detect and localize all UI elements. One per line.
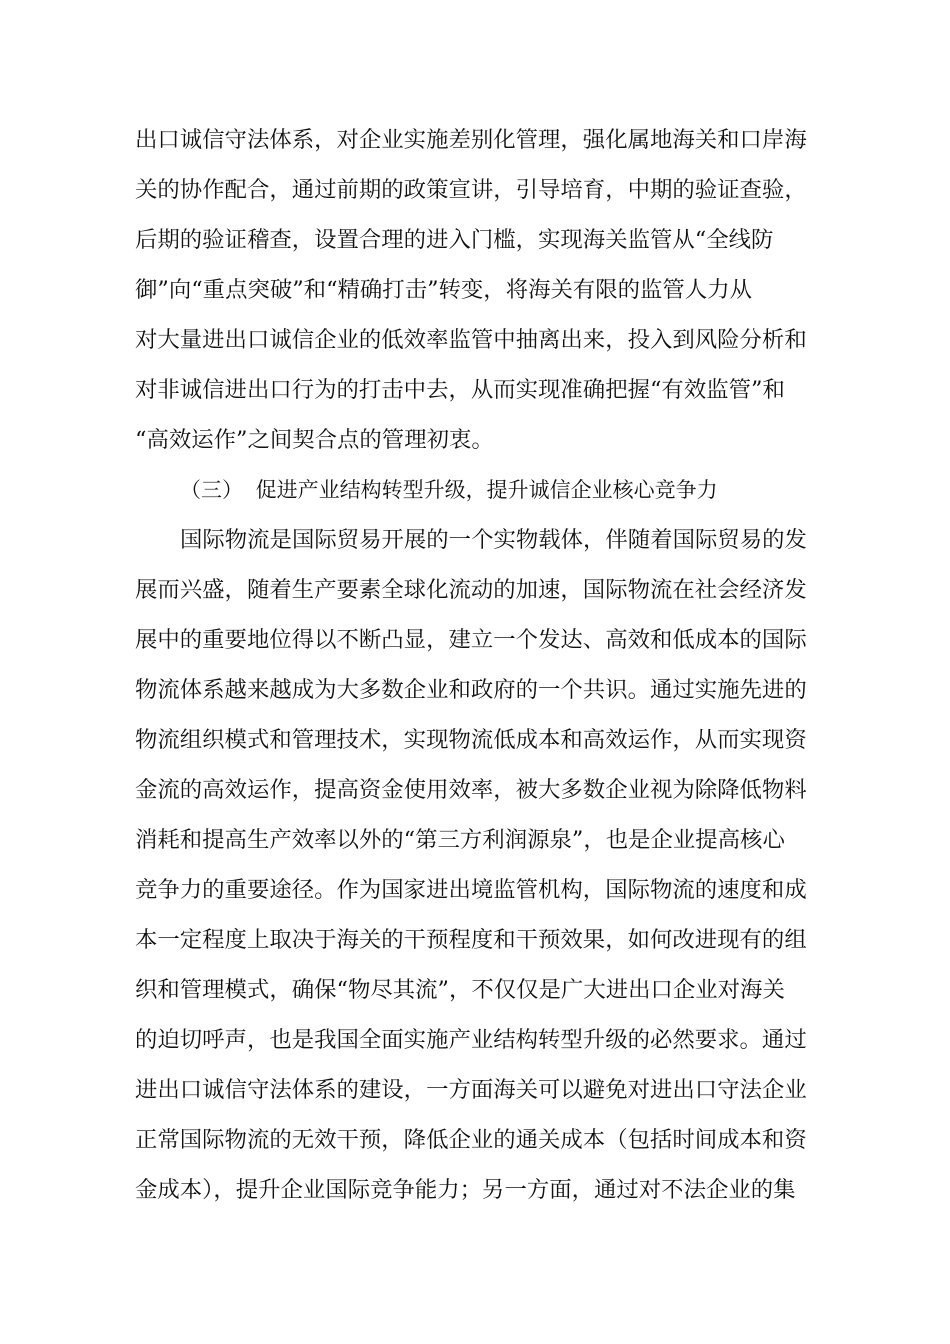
paragraph-2-line-14: 金成本），提升企业国际竞争能力；另一方面，通过对不法企业的集: [135, 1177, 796, 1203]
paragraph-1-line-3: 后期的验证稽查，设置合理的进入门槛，实现海关监管从“全线防: [135, 227, 774, 253]
paragraph-1-line-6: 对非诚信进出口行为的打击中去，从而实现准确把握“有效监管”和: [135, 377, 785, 403]
paragraph-2-line-1: 国际物流是国际贸易开展的一个实物载体，伴随着国际贸易的发: [180, 527, 807, 553]
paragraph-2-line-12: 进出口诚信守法体系的建设，一方面海关可以避免对进出口守法企业: [135, 1077, 807, 1103]
paragraph-2-line-13: 正常国际物流的无效干预，降低企业的通关成本（包括时间成本和资: [135, 1127, 807, 1153]
paragraph-2-line-11: 的迫切呼声，也是我国全面实施产业结构转型升级的必然要求。通过: [135, 1027, 807, 1053]
paragraph-1-line-7: “高效运作”之间契合点的管理初衷。: [135, 427, 494, 453]
paragraph-2-line-8: 竞争力的重要途径。作为国家进出境监管机构，国际物流的速度和成: [135, 877, 807, 903]
paragraph-2-line-10: 织和管理模式，确保“物尽其流”，不仅仅是广大进出口企业对海关: [135, 977, 785, 1003]
paragraph-1-line-5: 对大量进出口诚信企业的低效率监管中抽离出来，投入到风险分析和: [135, 327, 807, 353]
paragraph-2-line-7: 消耗和提高生产效率以外的“第三方利润源泉”，也是企业提高核心: [135, 827, 785, 853]
paragraph-1-line-4: 御”向“重点突破”和“精确打击”转变，将海关有限的监管人力从: [135, 277, 752, 303]
paragraph-2-line-3: 展中的重要地位得以不断凸显，建立一个发达、高效和低成本的国际: [135, 627, 807, 653]
paragraph-2-line-6: 金流的高效运作，提高资金使用效率，被大多数企业视为除降低物料: [135, 777, 807, 803]
paragraph-2-line-4: 物流体系越来越成为大多数企业和政府的一个共识。通过实施先进的: [135, 677, 807, 703]
paragraph-2-line-2: 展而兴盛，随着生产要素全球化流动的加速，国际物流在社会经济发: [135, 577, 807, 603]
paragraph-2-line-5: 物流组织模式和管理技术，实现物流低成本和高效运作，从而实现资: [135, 727, 807, 753]
paragraph-1-line-2: 关的协作配合，通过前期的政策宣讲，引导培育，中期的验证查验，: [135, 177, 807, 203]
paragraph-1-line-1: 出口诚信守法体系，对企业实施差别化管理，强化属地海关和口岸海: [135, 127, 807, 153]
paragraph-2-line-9: 本一定程度上取决于海关的干预程度和干预效果，如何改进现有的组: [135, 927, 807, 953]
section-heading: （三） 促进产业结构转型升级，提升诚信企业核心竞争力: [180, 478, 718, 502]
